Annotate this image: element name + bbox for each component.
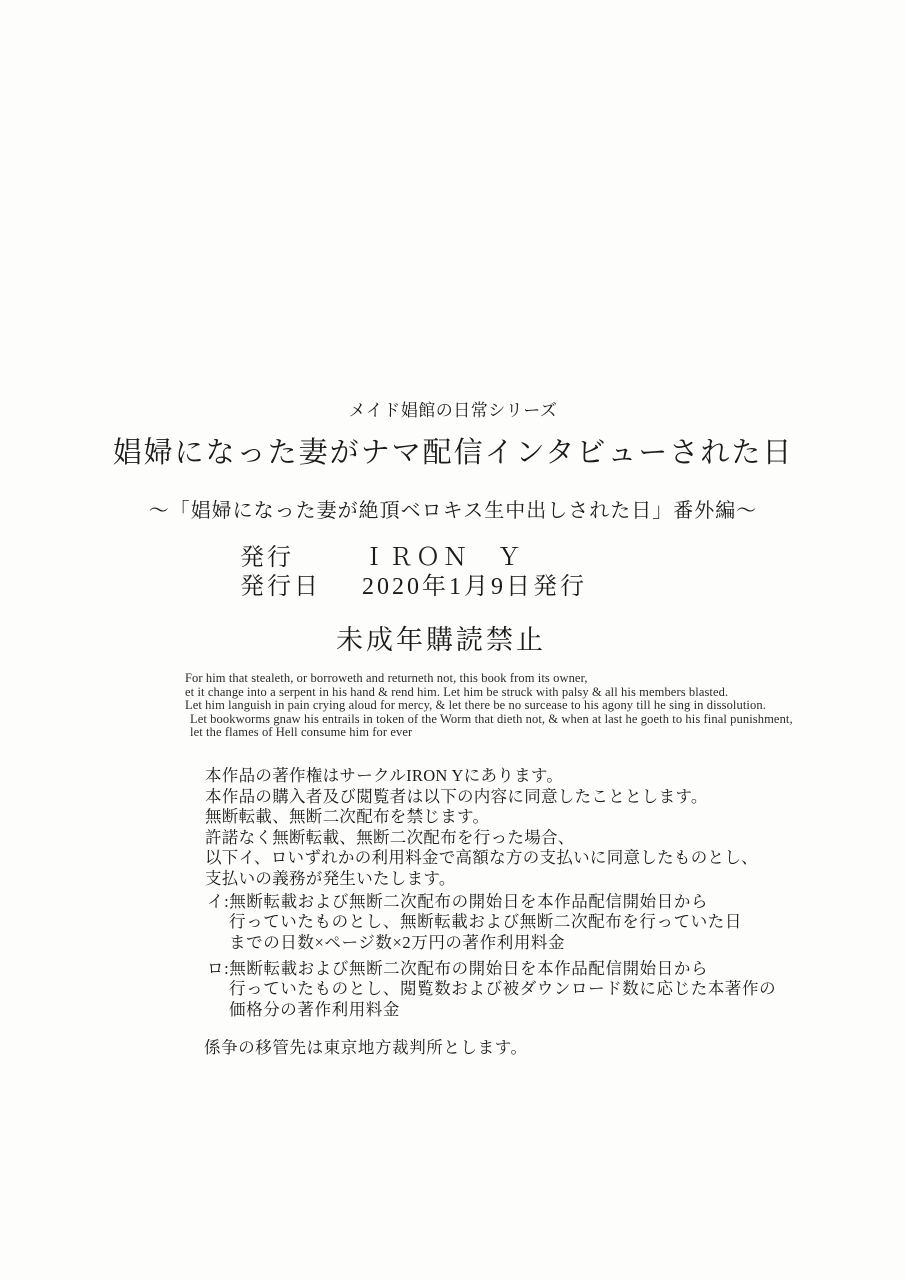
subtitle: 〜「娼婦になった妻が絶頂ベロキス生中出しされた日」番外編〜 xyxy=(148,500,758,522)
publication-info xyxy=(240,544,587,602)
clause-line: イ:無断転載および無断二次配布の開始日を本作品配信開始日から xyxy=(207,892,709,911)
terms-line: 本作品の購入者及び閲覧者は以下の内容に同意したこととします。 xyxy=(205,786,708,806)
terms-line: 本作品の著作権はサークルIRON Yにあります。 xyxy=(205,766,564,785)
publisher-value: ＩＲＯＮ Ｙ xyxy=(362,545,524,571)
clause-line: 価格分の著作利用料金 xyxy=(229,999,400,1019)
copyright-terms xyxy=(205,766,758,890)
curse-line: Let him languish in pain crying aloud for mercy, & let there be no surcease to his agony till he sing in dissolution. xyxy=(185,698,766,713)
curse-line: et it change into a serpent in his hand & rend him. Let him be struck with palsy & all his members blasted. xyxy=(185,684,729,699)
fee-clause-i xyxy=(207,892,742,953)
clause-line: ロ:無断転載および無断二次配布の開始日を本作品配信開始日から xyxy=(207,959,709,978)
curse-line: let the flames of Hell consume him for ever xyxy=(190,725,413,740)
jurisdiction-notice: 係争の移管先は東京地方裁判所とします。 xyxy=(204,1038,528,1057)
age-restriction-notice: 未成年購読禁止 xyxy=(336,625,546,655)
terms-line: 以下イ、ロいずれかの利用料金で高額な方の支払いに同意したものとし、 xyxy=(205,848,758,868)
publish-date-label: 発行日 xyxy=(240,574,321,600)
publisher-label: 発行 xyxy=(240,545,294,571)
publisher-row xyxy=(240,544,587,573)
fee-clause-ro xyxy=(207,959,776,1020)
terms-line: 許諾なく無断転載、無断二次配布を行った場合、 xyxy=(205,827,575,847)
clause-line: 行っていたものとし、無断転載および無断二次配布を行っていた日 xyxy=(229,912,742,932)
terms-line: 無断転載、無断二次配布を禁じます。 xyxy=(205,807,490,827)
curse-line: For him that stealeth, or borroweth and returneth not, this book from its owner, xyxy=(185,671,588,685)
clause-line: までの日数×ページ数×2万円の著作利用料金 xyxy=(229,932,566,952)
page-title: 娼婦になった妻がナマ配信インタビューされた日 xyxy=(112,437,794,469)
series-name: メイド娼館の日常シリーズ xyxy=(348,401,558,420)
terms-line: 支払いの義務が発生いたします。 xyxy=(205,868,456,888)
clause-line: 行っていたものとし、閲覧数および被ダウンロード数に応じた本著作の xyxy=(229,979,777,999)
publish-date-value: 2020年1月9日発行 xyxy=(362,574,587,600)
publish-date-row xyxy=(240,573,587,602)
book-curse-text xyxy=(185,672,825,740)
curse-line: Let bookworms gnaw his entrails in token of the Worm that dieth not, & when at last he goeth to his final punishment, xyxy=(190,711,793,726)
